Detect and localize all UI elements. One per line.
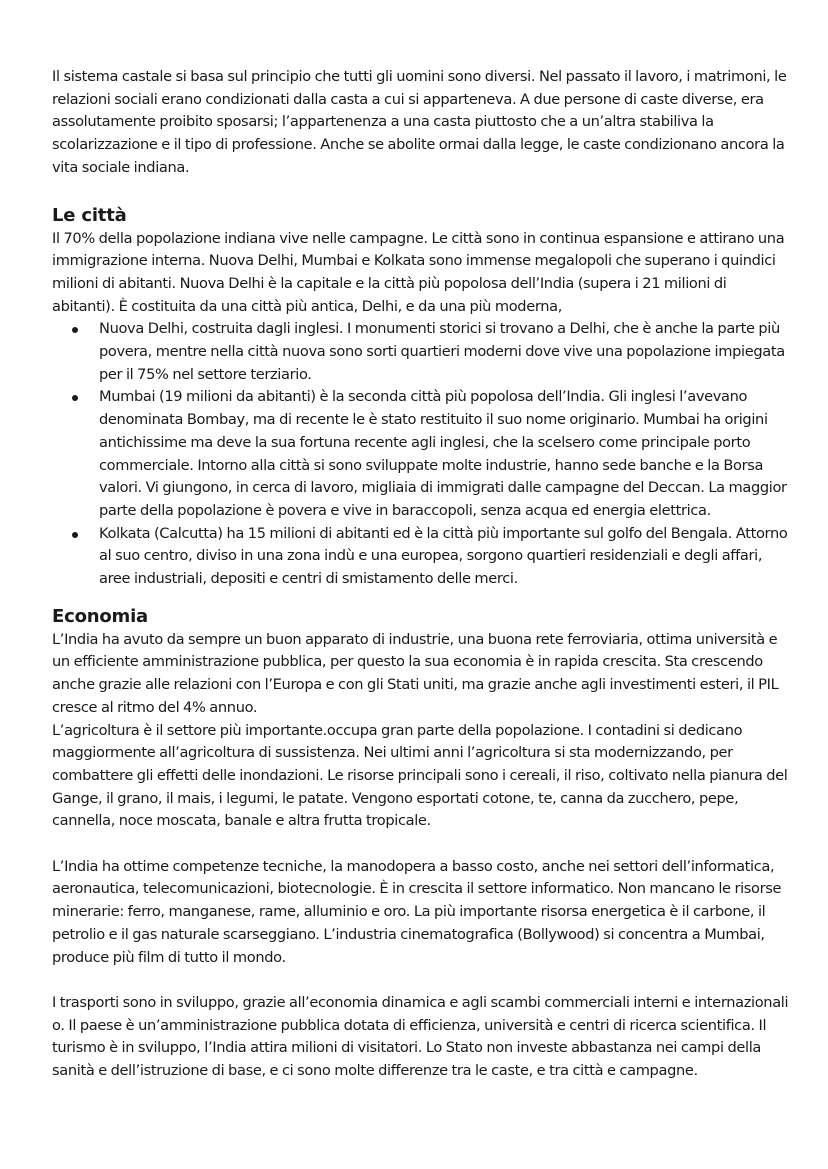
- section-heading-economia: Economia: [52, 605, 148, 627]
- bullet-dot-icon: [72, 395, 78, 401]
- economia-paragraph-2: L’agricoltura è il settore più importante.occupa gran parte della popolazione. I contadini si dedicano maggiormente all’agricoltura di sussistenza. Nei ultimi anni l’agricoltura si sta modernizzando, per combattere gli effetti delle inondazioni. Le risorse principali sono i cereali, il riso, coltivato nella pianura del Gange, il grano, il mais, i legumi, le patate. Vengono esportati cotone, te, canna da zucchero, pepe, cannella, noce moscata, banale e altra frutta tropicale.: [52, 721, 788, 830]
- bullet-item-mumbai: [52, 386, 792, 522]
- bullet-dot-icon: [72, 327, 78, 333]
- intro-paragraph: Il sistema castale si basa sul principio che tutti gli uomini sono diversi. Nel passato il lavoro, i matrimoni, le relazioni sociali erano condizionati dalla casta a cui si apparteneva. A due persone di caste diverse, era assolutamente proibito sposarsi; l’appartenenza a una casta piuttosto che a un’altra stabiliva la scolarizzazione e il tipo di professione. Anche se abolite ormai dalla legge, le caste condizionano ancora la vita sociale indiana.: [52, 68, 787, 176]
- bullet-dot-icon: [72, 532, 78, 538]
- economia-paragraph-4: I trasporti sono in sviluppo, grazie all’economia dinamica e agli scambi commerciali interni e internazionali o. Il paese è un’amministrazione pubblica dotata di efficienza, università e centri di ricerca scientifica. Il turismo è in sviluppo, l’India attira milioni di visitatori. Lo Stato non investe abbastanza nei campi della sanità e dell’istruzione di base, e ci sono molte differenze tra le caste, e tra città e campagne.: [52, 993, 789, 1080]
- section-heading-citta: Le città: [52, 204, 127, 226]
- city-bullet-list: [52, 318, 792, 590]
- bullet-text: Mumbai (19 milioni da abitanti) è la seconda città più popolosa dell’India. Gli inglesi l’avevano denominata Bombay, ma di recente le è stato restituito il suo nome originario. Mumbai ha origini antichissime ma deve la sua fortuna recente agli inglesi, che la scelsero come principale porto commerciale. Intorno alla città si sono sviluppate molte industrie, hanno sede banche e la Borsa valori. Vi giungono, in cerca di lavoro, migliaia di immigrati dalle campagne del Deccan. La maggior parte della popolazione è povera e vive in baraccopoli, senza acqua ed energia elettrica.: [99, 388, 787, 519]
- bullet-item-kolkata: [52, 523, 792, 591]
- bullet-text: Nuova Delhi, costruita dagli inglesi. I monumenti storici si trovano a Delhi, che è anche la parte più povera, mentre nella città nuova sono sorti quartieri moderni dove vive una popolazione impiegata per il 75% nel settore terziario.: [99, 320, 785, 383]
- bullet-text: Kolkata (Calcutta) ha 15 milioni di abitanti ed è la città più importante sul golfo del Bengala. Attorno al suo centro, diviso in una zona indù e una europea, sorgono quartieri residenziali e degli affari, aree industriali, depositi e centri di smistamento delle merci.: [99, 524, 788, 588]
- document-page: [52, 66, 792, 1083]
- bullet-item-nuova-delhi: [52, 318, 792, 386]
- economia-paragraph-3: L’India ha ottime competenze tecniche, la manodopera a basso costo, anche nei settori dell’informatica, aeronautica, telecomunicazioni, biotecnologie. È in crescita il settore informatico. Non mancano le risorse minerarie: ferro, manganese, rame, alluminio e oro. La più importante risorsa energetica è il carbone, il petrolio e il gas naturale scarseggiano. L’industria cinematografica (Bollywood) si concentra a Mumbai, produce più film di tutto il mondo.: [52, 857, 782, 966]
- economia-paragraph-1: L’India ha avuto da sempre un buon apparato di industrie, una buona rete ferroviaria, ottima università e un efficiente amministrazione pubblica, per questo la sua economia è in rapida crescita. Sta crescendo anche grazie alle relazioni con l’Europa e con gli Stati uniti, ma grazie anche agli investimenti esteri, il PIL cresce al ritmo del 4% annuo.: [52, 630, 779, 716]
- citta-paragraph: Il 70% della popolazione indiana vive nelle campagne. Le città sono in continua espansione e attirano una immigrazione interna. Nuova Delhi, Mumbai e Kolkata sono immense megalopoli che superano i quindici milioni di abitanti. Nuova Delhi è la capitale e la città più popolosa dell’India (supera i 21 milioni di abitanti). È costituita da una città più antica, Delhi, e da una più moderna,: [52, 229, 785, 315]
